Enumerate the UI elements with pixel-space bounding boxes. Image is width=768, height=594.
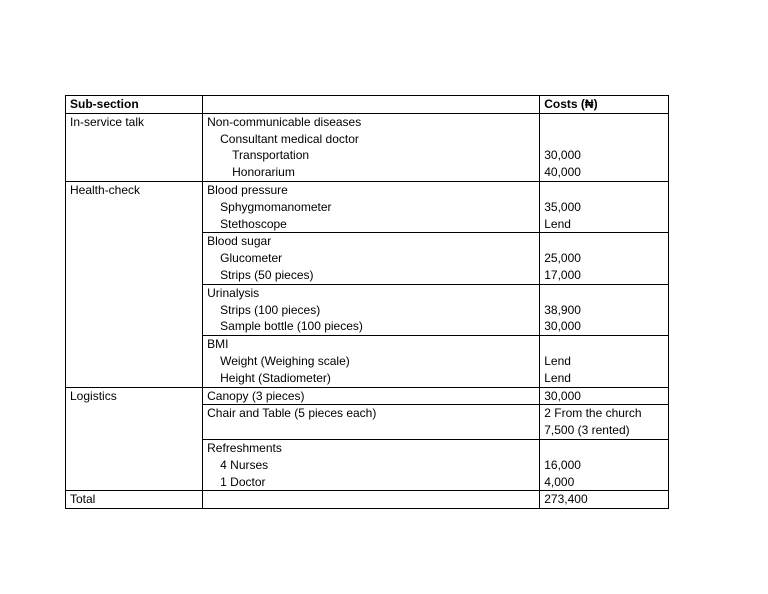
sub-section-cell xyxy=(66,113,203,181)
cost-value: 2 From the church xyxy=(544,406,642,421)
item-cell xyxy=(203,439,540,490)
sub-section-label: Health-check xyxy=(70,182,141,197)
cost-value xyxy=(544,114,664,131)
item-label: Sphygmomanometer xyxy=(220,199,332,214)
item-label: Blood sugar xyxy=(207,234,272,249)
cost-cell xyxy=(540,233,669,284)
item-label: Strips (50 pieces) xyxy=(220,267,314,282)
header-item xyxy=(203,96,540,114)
cost-value xyxy=(544,182,664,199)
cost-value: Lend xyxy=(544,353,571,368)
cost-value: 17,000 xyxy=(544,267,581,282)
cost-value: 16,000 xyxy=(544,457,581,472)
item-label xyxy=(207,491,535,508)
header-sub-section: Sub-section xyxy=(66,96,203,114)
total-label: Total xyxy=(70,492,96,507)
table-row-total xyxy=(66,491,669,509)
cost-value: Lend xyxy=(544,370,571,385)
header-costs: Costs (₦) xyxy=(540,96,669,114)
cost-cell xyxy=(540,113,669,181)
item-label: Chair and Table (5 pieces each) xyxy=(207,406,377,421)
cost-value: 30,000 xyxy=(544,388,581,403)
cost-value: 7,500 (3 rented) xyxy=(544,423,630,438)
item-label: Stethoscope xyxy=(220,216,287,231)
table-row xyxy=(66,387,669,405)
sub-section-cell xyxy=(66,181,203,387)
cost-value: Lend xyxy=(544,216,571,231)
item-label: Non-communicable diseases xyxy=(207,114,362,129)
cost-cell xyxy=(540,336,669,387)
item-label: Urinalysis xyxy=(207,285,260,300)
item-label xyxy=(207,422,535,439)
table-row xyxy=(66,181,669,232)
cost-value xyxy=(544,336,664,353)
item-cell xyxy=(203,387,540,405)
item-cell xyxy=(203,284,540,335)
cost-cell xyxy=(540,491,669,509)
item-label: BMI xyxy=(207,337,229,352)
item-cell xyxy=(203,233,540,284)
item-cell xyxy=(203,491,540,509)
sub-section-label: Logistics xyxy=(70,388,117,403)
item-label: 4 Nurses xyxy=(220,457,269,472)
cost-cell xyxy=(540,387,669,405)
cost-value xyxy=(544,233,664,250)
item-label: Honorarium xyxy=(232,165,295,180)
cost-cell xyxy=(540,181,669,232)
budget-table xyxy=(65,95,669,509)
cost-value: 38,900 xyxy=(544,302,581,317)
item-label: Transportation xyxy=(232,148,310,163)
cost-value: 30,000 xyxy=(544,148,581,163)
cost-value: 35,000 xyxy=(544,199,581,214)
item-label: Height (Stadiometer) xyxy=(220,370,331,385)
item-label: Sample bottle (100 pieces) xyxy=(220,319,363,334)
item-label: Consultant medical doctor xyxy=(220,131,359,146)
item-cell xyxy=(203,181,540,232)
item-label: Glucometer xyxy=(220,251,283,266)
table-header-row xyxy=(66,96,669,114)
cost-value: 4,000 xyxy=(544,474,575,489)
cost-value xyxy=(544,131,664,148)
table-row xyxy=(66,113,669,181)
cost-value xyxy=(544,440,664,457)
item-label: Canopy (3 pieces) xyxy=(207,388,305,403)
item-label: Strips (100 pieces) xyxy=(220,302,321,317)
item-cell xyxy=(203,113,540,181)
sub-section-label: In-service talk xyxy=(70,114,145,129)
cost-cell xyxy=(540,284,669,335)
sub-section-cell xyxy=(66,491,203,509)
sub-section-cell xyxy=(66,387,203,491)
cost-cell xyxy=(540,405,669,440)
cost-value: 40,000 xyxy=(544,165,581,180)
item-cell xyxy=(203,336,540,387)
item-label: 1 Doctor xyxy=(220,474,266,489)
item-label: Weight (Weighing scale) xyxy=(220,353,350,368)
total-value: 273,400 xyxy=(544,492,588,507)
cost-value xyxy=(544,285,664,302)
item-cell xyxy=(203,405,540,440)
item-label: Blood pressure xyxy=(207,182,288,197)
cost-value: 25,000 xyxy=(544,251,581,266)
item-label: Refreshments xyxy=(207,440,282,455)
cost-cell xyxy=(540,439,669,490)
cost-value: 30,000 xyxy=(544,319,581,334)
